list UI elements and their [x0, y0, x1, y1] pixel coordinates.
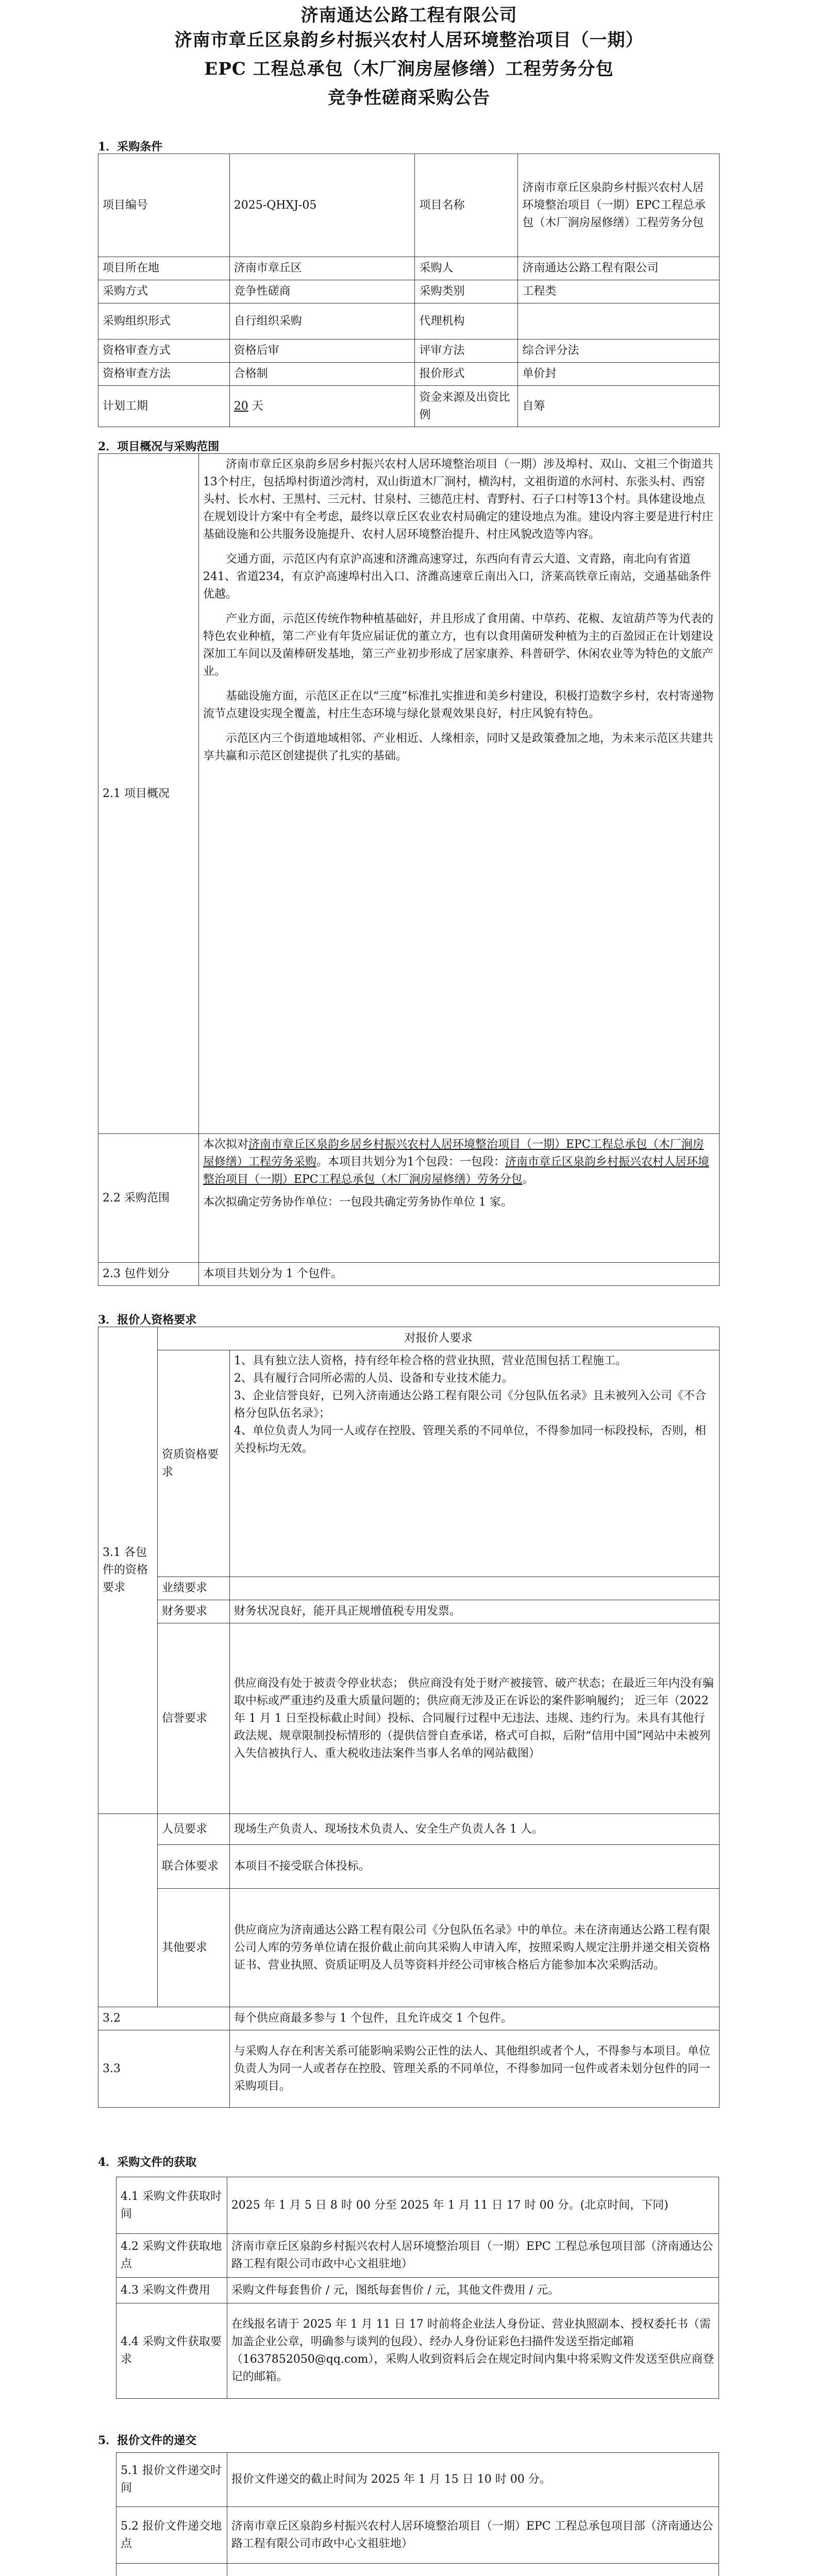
table-row [98, 340, 720, 363]
spacer-cell [98, 1814, 158, 1845]
value-consortium: 本项目不接受联合体投标。 [229, 1845, 719, 1889]
table-row [98, 257, 720, 280]
label-purchaser: 采购人 [415, 257, 518, 280]
label-organization: 采购组织形式 [98, 303, 230, 340]
label-doc-fee: 4.3 采购文件费用 [116, 2278, 227, 2303]
label-3-2: 3.2 [98, 2007, 230, 2030]
label-category: 采购类别 [415, 280, 518, 303]
table-row [98, 1350, 720, 1577]
value-performance [229, 1577, 719, 1600]
label-duration: 计划工期 [98, 386, 230, 427]
scope-units-line: 本次拟确定劳务协作单位：一包段共确定劳务协作单位 1 家。 [203, 1196, 512, 1209]
label-credit: 信誉要求 [157, 1623, 229, 1814]
table-row [116, 2278, 719, 2303]
value-organization: 自行组织采购 [229, 303, 415, 340]
value-other: 供应商应为济南通达公路工程有限公司《分包队伍名录》中的单位。未在济南通达公路工程有限公司人库的劳务单位请在报价截止前向其采购人申请入库，按照采购人规定注册并递交相关资格证书、营业执照、资质证明及人员等资料并经公司审核合格后方能参加本次采购活动。 [229, 1889, 719, 2007]
qualification-item: 4、单位负责人为同一人或存在控股、管理关系的不同单位，不得参加同一标段投标，否则，相关投标均无效。 [233, 1425, 706, 1455]
value-evaluation: 综合评分法 [518, 340, 720, 363]
label-project-name: 项目名称 [415, 154, 518, 257]
table-row [98, 303, 720, 340]
label-staff: 人员要求 [157, 1814, 229, 1845]
value-doc-requirements: 在线报名请于 2025 年 1 月 11 日 17 时前将企业法人身份证、营业执照副本、授权委托书（需加盖企业公章，明确参与谈判的包段）、经办人身份证彩色扫描件发送至指定邮箱（1637852050@qq.com），采购人收到资料后会在规定时间内集中将采购文件发送至供应商登记的邮箱。 [227, 2303, 719, 2399]
overview-paragraph: 交通方面，示范区内有京沪高速和济潍高速穿过，东西向有青云大道、文青路，南北向有省道241、省道234，有京沪高速埠村出入口、济潍高速章丘南出入口，济莱高铁章丘南站，交通基础条件优越。 [203, 553, 711, 601]
documents-table [116, 2177, 719, 2399]
label-submit-requirements [116, 2564, 227, 2576]
qualification-header: 对报价人要求 [157, 1327, 719, 1350]
value-submit-requirements [227, 2564, 719, 2576]
value-duration [229, 386, 415, 427]
label-review-method: 资格审查方法 [98, 363, 230, 386]
table-row [116, 2453, 719, 2507]
label-3-3: 3.3 [98, 2030, 230, 2108]
value-project-number: 2025-QHXJ-05 [229, 154, 415, 257]
scope-content [198, 1134, 719, 1263]
overview-paragraph: 产业方面，示范区传统作物种植基础好，并且形成了食用菌、中草药、花椒、友谊葫芦等为代表的特色农业种植，第二产业有年货应届证优的董立方，也有以食用菌研发种植为主的百盈园正在计划建设深加工车间以及菌棒研发基地，第三产业初步形成了居家康养、科普研学、休闲农业等为特色的文旅产业。 [203, 613, 713, 678]
value-staff: 现场生产负责人、现场技术负责人、安全生产负责人各 1 人。 [229, 1814, 719, 1845]
qualification-items [229, 1350, 719, 1577]
procurement-conditions-table [98, 154, 720, 427]
overview-content [198, 454, 719, 1134]
company-title: 济南通达公路工程有限公司 [301, 5, 517, 26]
notice-title: 竞争性磋商采购公告 [328, 88, 490, 108]
section-1-heading: 1．采购条件 [98, 140, 163, 154]
table-row [116, 2564, 719, 2576]
value-packages: 本项目共划分为 1 个包件。 [198, 1263, 719, 1286]
value-review-method: 合格制 [229, 363, 415, 386]
spacer-cell [98, 1889, 158, 2007]
spacer-cell [98, 1845, 158, 1889]
value-review-mode: 资格后审 [229, 340, 415, 363]
value-agent [518, 303, 720, 340]
scope-paragraph [203, 1136, 715, 1189]
value-doc-fee: 采购文件每套售价 / 元，图纸每套售价 / 元，其他文件费用 / 元。 [227, 2278, 719, 2303]
value-category: 工程类 [518, 280, 720, 303]
table-row [98, 154, 720, 257]
value-doc-place: 济南市章丘区泉韵乡村振兴农村人居环境整治项目（一期）EPC 工程总承包项目部（济南通达公路工程有限公司市政中心文祖驻地） [227, 2234, 719, 2278]
duration-number: 20 [233, 399, 248, 413]
value-method: 竞争性磋商 [229, 280, 415, 303]
table-row [98, 1814, 720, 1845]
label-location: 项目所在地 [98, 257, 230, 280]
table-row [98, 1577, 720, 1600]
overview-paragraph: 基础设施方面，示范区正在以“三度”标准扎实推进和美乡村建设，积极打造数字乡村，农村寄递物流节点建设实现全覆盖，村庄生态环境与绿化景观效果良好，村庄风貌有特色。 [203, 690, 714, 720]
label-doc-time: 4.1 采购文件获取时间 [116, 2177, 227, 2234]
label-doc-place: 4.2 采购文件获取地点 [116, 2234, 227, 2278]
submission-table [116, 2452, 719, 2576]
value-location: 济南市章丘区 [229, 257, 415, 280]
label-submit-place: 5.2 报价文件递交地点 [116, 2507, 227, 2564]
table-row [116, 2507, 719, 2564]
label-evaluation: 评审方法 [415, 340, 518, 363]
scope-underlined: 济南市章丘区泉韵乡居乡村振兴农村人居环境整治项目（一期）EPC工程总承包（木厂涧房屋修缮）工程劳务采购 [203, 1138, 704, 1168]
title-block [0, 0, 818, 112]
table-row [98, 363, 720, 386]
table-row [98, 1263, 720, 1286]
value-project-name: 济南市章丘区泉韵乡村振兴农村人居环境整治项目（一期）EPC工程总承包（木厂涧房屋修缮）工程劳务分包 [518, 154, 720, 257]
table-row [98, 454, 720, 1134]
label-method: 采购方式 [98, 280, 230, 303]
label-scope: 2.2 采购范围 [98, 1134, 199, 1263]
qualification-item: 2、具有履行合同所必需的人员、设备和专业技术能力。 [233, 1372, 513, 1385]
table-row [116, 2177, 719, 2234]
value-funding: 自筹 [518, 386, 720, 427]
section-3-heading: 3．报价人资格要求 [98, 1313, 197, 1327]
value-quote-form: 单价封 [518, 363, 720, 386]
label-consortium: 联合体要求 [157, 1845, 229, 1889]
scope-text: 。本项目共划分为1个包段：一包段： [316, 1156, 505, 1168]
label-doc-requirements: 4.4 采购文件获取要求 [116, 2303, 227, 2399]
table-row [98, 1600, 720, 1623]
qualification-table [98, 1327, 720, 2108]
project-title: 济南市章丘区泉韵乡村振兴农村人居环境整治项目（一期） [174, 30, 644, 50]
value-finance: 财务状况良好，能开具正规增值税专用发票。 [229, 1600, 719, 1623]
table-row [98, 386, 720, 427]
table-row [98, 1889, 720, 2007]
label-submit-time: 5.1 报价文件递交时间 [116, 2453, 227, 2507]
label-overview: 2.1 项目概况 [98, 454, 199, 1134]
qualification-item: 1、具有独立法人资格，持有经年检合格的营业执照，营业范围包括工程施工。 [233, 1354, 627, 1367]
label-qualification-group: 3.1 各包件的资格要求 [98, 1327, 158, 1814]
project-overview-table [98, 453, 720, 1286]
label-other: 其他要求 [157, 1889, 229, 2007]
package-title: EPC 工程总承包（木厂涧房屋修缮）工程劳务分包 [204, 59, 614, 79]
section-5-heading: 5．报价文件的递交 [98, 2434, 197, 2447]
scope-underlined: 济南市章丘区泉韵乡村振兴农村人居环境整治项目（一期）EPC工程总承包（木厂涧房屋修缮）劳务分包 [203, 1156, 709, 1186]
overview-paragraph: 济南市章丘区泉韵乡居乡村振兴农村人居环境整治项目（一期）涉及埠村、双山、文祖三个街道共13个村庄，包括埠村街道沙湾村，双山街道木厂涧村，横沟村，文祖街道的水河村、东张头村、西窑头村、长水村、王黑村、三元村、甘泉村、三德范庄村、青野村、石子口村等13个村。具体建设地点在规划设计方案中有全考虑，最终以章丘区农业农村局确定的建设地点为准。建设内容主要是进行村庄基础设施和公共服务设施提升、农村人居环境整治提升、村庄风貌改造等内容。 [203, 458, 713, 541]
duration-unit: 天 [252, 399, 263, 413]
value-credit: 供应商没有处于被责令停业状态； 供应商没有处于财产被接管、破产状态；在最近三年内没有骗取中标或严重违约及重大质量问题的；供应商无涉及正在诉讼的案件影响履约； 近三年（2022 年 1 月 1 日至投标截止时间）投标、合同履行过程中无违法、违规、违约行为。未具有其他行政法规、规章限制投标情形的（提供信誉自查承诺，格式可自拟，后附“信用中国”网站中未被列入失信被执行人、重大税收违法案件当事人名单的网站截图） [229, 1623, 719, 1814]
label-project-number: 项目编号 [98, 154, 230, 257]
qualification-item: 3、企业信誉良好，已列入济南通达公路工程有限公司《分包队伍名录》且未被列入公司《不合格分包队伍名录》； [233, 1389, 706, 1420]
label-packages: 2.3 包件划分 [98, 1263, 199, 1286]
scope-text: 本次拟对 [203, 1138, 248, 1151]
table-row [98, 280, 720, 303]
value-purchaser: 济南通达公路工程有限公司 [518, 257, 720, 280]
section-4-heading: 4．采购文件的获取 [98, 2156, 197, 2169]
table-row [98, 1134, 720, 1263]
value-doc-time: 2025 年 1 月 5 日 8 时 00 分至 2025 年 1 月 11 日 17 时 00 分。(北京时间，下同) [227, 2177, 719, 2234]
table-row [98, 1623, 720, 1814]
table-row [98, 2007, 720, 2030]
table-row [98, 1845, 720, 1889]
label-review-mode: 资格审查方式 [98, 340, 230, 363]
value-3-3: 与采购人存在利害关系可能影响采购公正性的法人、其他组织或者个人，不得参与本项目。单位负责人为同一人或者存在控股、管理关系的不同单位，不得参加同一包件或者未划分包件的同一采购项目。 [229, 2030, 719, 2108]
label-qualification: 资质资格要求 [157, 1350, 229, 1577]
value-submit-place: 济南市章丘区泉韵乡村振兴农村人居环境整治项目（一期）EPC 工程总承包项目部（济南通达公路工程有限公司市政中心文祖驻地） [227, 2507, 719, 2564]
value-submit-time: 报价文件递交的截止时间为 2025 年 1 月 15 日 10 时 00 分。 [227, 2453, 719, 2507]
scope-text: 。 [522, 1173, 534, 1186]
label-funding: 资金来源及出资比例 [415, 386, 518, 427]
label-quote-form: 报价形式 [415, 363, 518, 386]
value-3-2: 每个供应商最多参与 1 个包件，且允许成交 1 个包件。 [229, 2007, 719, 2030]
label-finance: 财务要求 [157, 1600, 229, 1623]
overview-paragraph: 示范区内三个街道地域相邻、产业相近、人缘相亲，同时又是政策叠加之地，为未来示范区共建共享共赢和示范区创建提供了扎实的基础。 [203, 732, 713, 762]
label-performance: 业绩要求 [157, 1577, 229, 1600]
table-row [116, 2303, 719, 2399]
section-2-heading: 2．项目概况与采购范围 [98, 440, 220, 453]
table-row [98, 1327, 720, 1350]
table-row [98, 2030, 720, 2108]
label-agent: 代理机构 [415, 303, 518, 340]
table-row [116, 2234, 719, 2278]
